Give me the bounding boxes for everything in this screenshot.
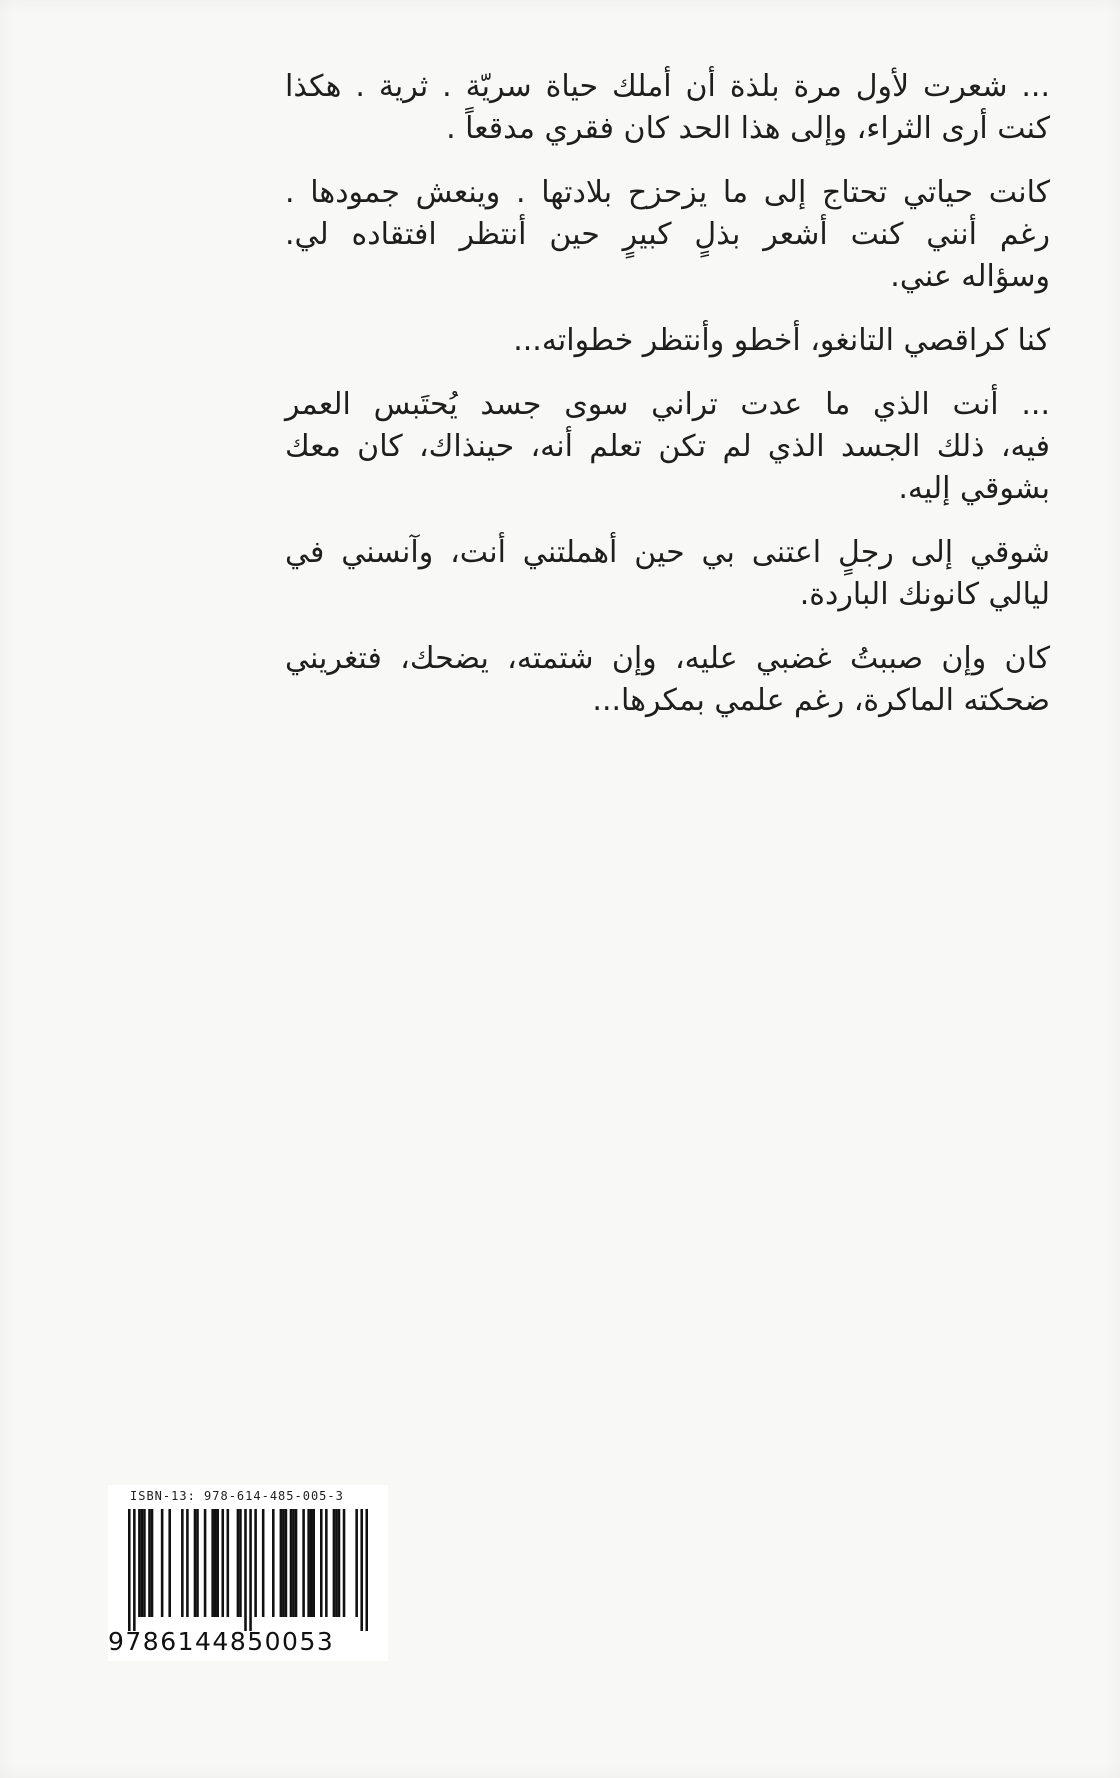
blurb-line: ... شعرت لأول مرة بلذة أن أملك حياة سريّة . ثرية . هكذا <box>285 69 1050 104</box>
barcode-bars <box>128 1509 368 1631</box>
isbn-label: ISBN-13: 978-614-485-005-3 <box>130 1489 344 1503</box>
barcode-bar <box>285 1509 288 1617</box>
barcode-bar <box>133 1509 136 1631</box>
barcode-bar <box>138 1509 141 1617</box>
barcode-bar <box>254 1509 257 1617</box>
barcode-bar <box>244 1509 247 1631</box>
blurb-line: ضحكته الماكرة، رغم علمي بمكرها... <box>592 683 1050 718</box>
barcode-bar <box>335 1509 338 1617</box>
back-cover-blurb <box>285 66 1050 744</box>
barcode-bar <box>211 1509 214 1617</box>
barcode-bar <box>307 1509 310 1617</box>
barcode-bar <box>355 1509 358 1617</box>
barcode-bar <box>290 1509 293 1617</box>
barcode-bar <box>272 1509 275 1617</box>
barcode-bar <box>302 1509 305 1617</box>
barcode-bar <box>282 1509 285 1617</box>
blurb-line: كان وإن صببتُ غضبي عليه، وإن شتمته، يضحك، فتغريني <box>285 641 1050 676</box>
blurb-line: كانت حياتي تحتاج إلى ما يزحزح بلادتها . وينعش جمودها . <box>285 175 1050 210</box>
blurb-paragraph-4 <box>285 384 1050 510</box>
barcode-bar <box>365 1509 368 1631</box>
barcode-bar <box>181 1509 184 1617</box>
barcode-bar <box>310 1509 313 1617</box>
barcode-bar <box>325 1509 328 1617</box>
barcode-bar <box>312 1509 315 1617</box>
blurb-line: كنت أرى الثراء، وإلى هذا الحد كان فقري مدقعاً . <box>446 111 1050 146</box>
barcode-bar <box>128 1509 131 1631</box>
barcode-bar <box>141 1509 144 1617</box>
blurb-line: بشوقي إليه. <box>898 471 1050 506</box>
barcode-bar <box>227 1509 230 1617</box>
barcode-bar <box>237 1509 240 1617</box>
barcode-bar <box>338 1509 341 1617</box>
blurb-paragraph-2 <box>285 172 1050 298</box>
barcode-bar <box>249 1509 252 1631</box>
blurb-paragraph-6 <box>285 638 1050 722</box>
barcode-bar <box>161 1509 164 1617</box>
blurb-paragraph-1 <box>285 66 1050 150</box>
ean-digits: 9786144850053 <box>108 1627 335 1656</box>
barcode-bar <box>196 1509 199 1617</box>
blurb-line: رغم أنني كنت أشعر بذلٍ كبيرٍ حين أنتظر افتقاده لي. <box>285 217 1050 252</box>
barcode-bar <box>204 1509 207 1617</box>
barcode-bar <box>194 1509 197 1617</box>
barcode-bar <box>360 1509 363 1631</box>
barcode-bar <box>295 1509 298 1617</box>
barcode-bar <box>333 1509 336 1617</box>
blurb-paragraph-3 <box>285 320 1050 362</box>
barcode-bar <box>280 1509 283 1617</box>
blurb-line: فيه، ذلك الجسد الذي لم تكن تعلم أنه، حينذاك، كان معك <box>285 429 1050 464</box>
barcode-bar <box>221 1509 224 1617</box>
blurb-line: شوقي إلى رجلٍ اعتنى بي حين أهملتني أنت، وآنسني في <box>285 535 1050 570</box>
barcode-bar <box>148 1509 151 1617</box>
barcode-bar <box>343 1509 346 1617</box>
barcode-bar <box>239 1509 242 1617</box>
barcode-bar <box>143 1509 146 1617</box>
barcode-bar <box>292 1509 295 1617</box>
blurb-line: ... أنت الذي ما عدت تراني سوى جسد يُحتَبس العمر <box>285 387 1050 422</box>
barcode-bar <box>214 1509 217 1617</box>
barcode-bar <box>262 1509 265 1617</box>
barcode-bar <box>186 1509 189 1617</box>
blurb-paragraph-5 <box>285 532 1050 616</box>
blurb-line: ليالي كانونك الباردة. <box>799 577 1050 612</box>
barcode-bar <box>151 1509 154 1617</box>
barcode-bar <box>168 1509 171 1617</box>
blurb-line: كنا كراقصي التانغو، أخطو وأنتظر خطواته... <box>513 323 1050 358</box>
barcode-bar <box>216 1509 219 1617</box>
barcode-bar <box>320 1509 323 1617</box>
isbn-barcode <box>108 1485 388 1661</box>
blurb-line: وسؤاله عني. <box>890 259 1050 294</box>
